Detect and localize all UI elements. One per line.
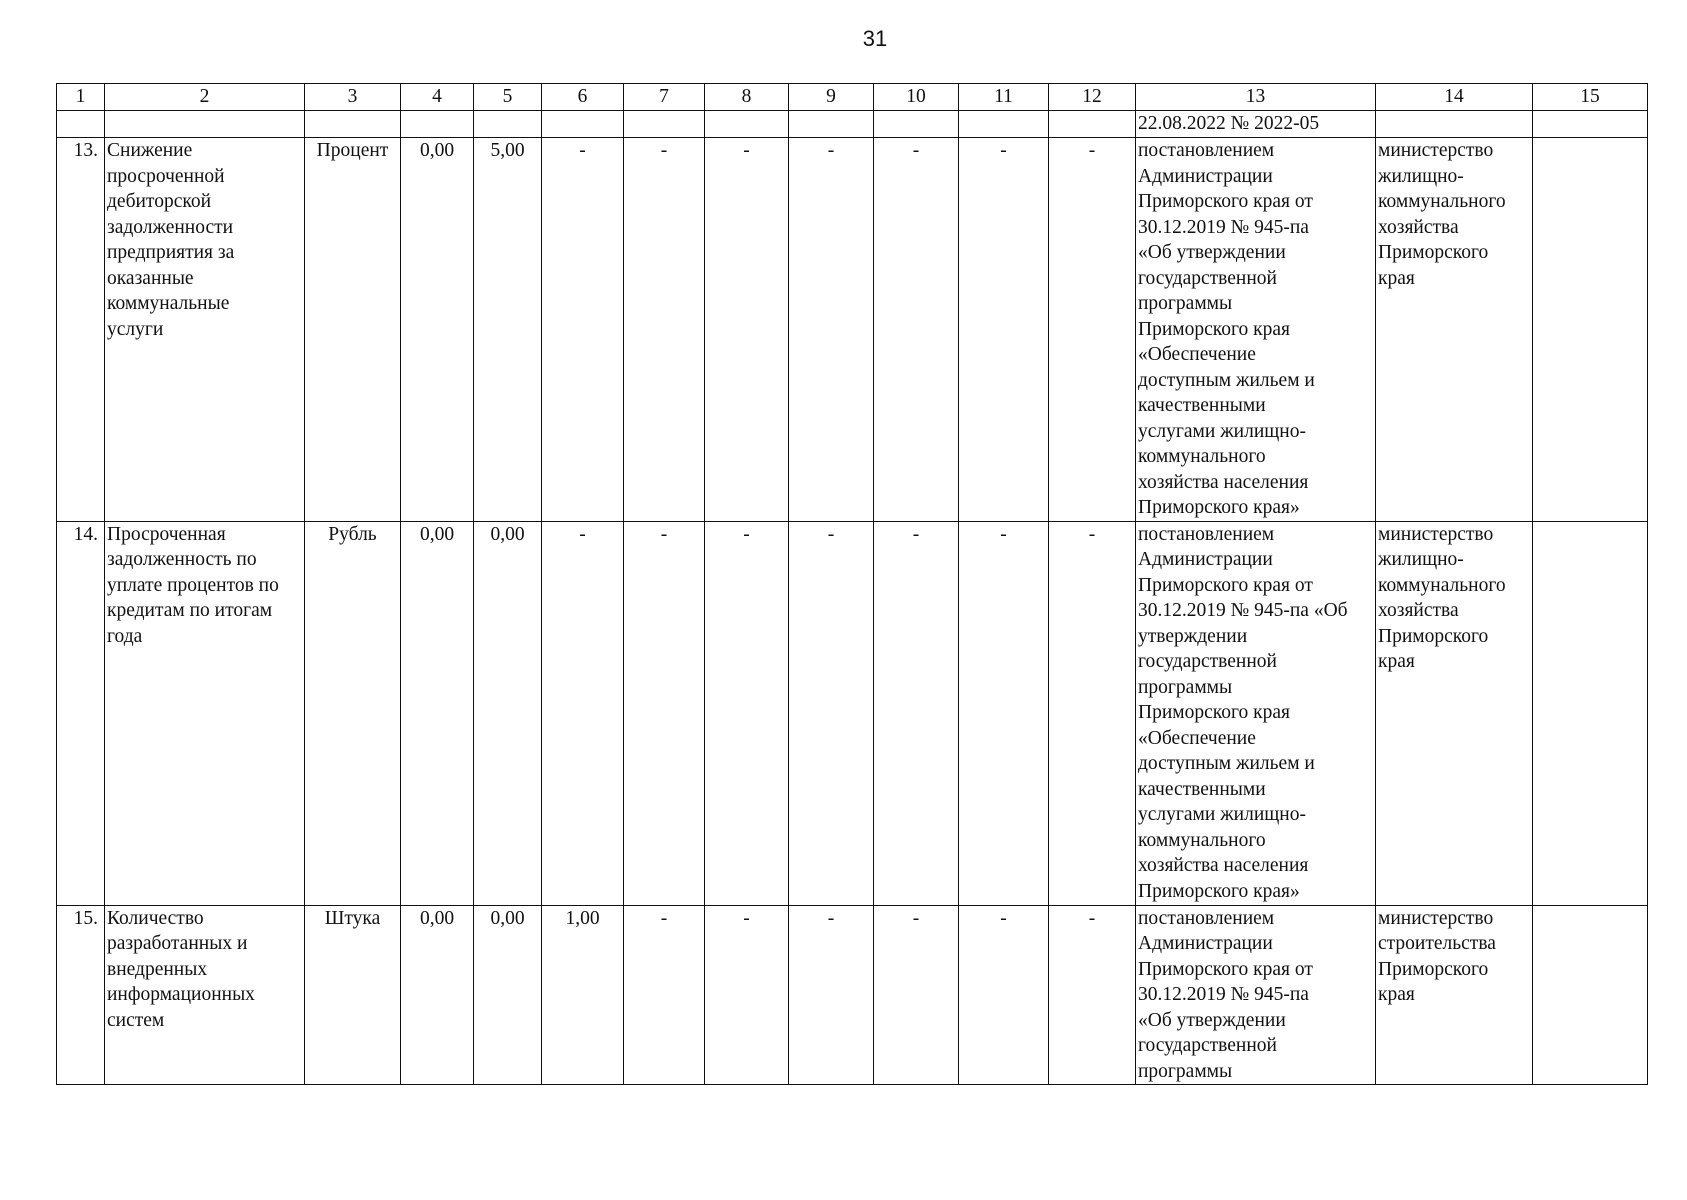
cell-15 <box>1533 905 1648 1085</box>
indicator-name: Просроченная задолженность по уплате процентов по кредитам по итогам года <box>105 521 305 905</box>
responsible-body: министерство жилищно- коммунального хозяйства Приморского края <box>1376 138 1533 522</box>
cell-8: - <box>705 138 789 522</box>
cell-7: - <box>624 138 705 522</box>
cell-6: 1,00 <box>542 905 624 1085</box>
row-number: 14. <box>57 521 105 905</box>
table-row <box>57 138 1648 522</box>
col-header-8: 8 <box>705 84 789 111</box>
cell-4: 0,00 <box>401 138 474 522</box>
continuation-row <box>57 111 1648 138</box>
cell-9: - <box>789 521 874 905</box>
col-header-11: 11 <box>959 84 1049 111</box>
col-header-15: 15 <box>1533 84 1648 111</box>
continuation-document-ref: 22.08.2022 № 2022-05 <box>1136 111 1376 138</box>
cell-8: - <box>705 905 789 1085</box>
row-number: 13. <box>57 138 105 522</box>
page-number: 31 <box>862 26 888 51</box>
cell-12: - <box>1049 905 1136 1085</box>
cell-11: - <box>959 905 1049 1085</box>
col-header-5: 5 <box>474 84 542 111</box>
col-header-4: 4 <box>401 84 474 111</box>
indicator-name: Снижение просроченной дебиторской задолженности предприятия за оказанные коммунальные услуги <box>105 138 305 522</box>
responsible-body: министерство строительства Приморского края <box>1376 905 1533 1085</box>
table-row <box>57 521 1648 905</box>
cell-9: - <box>789 138 874 522</box>
cell-6: - <box>542 521 624 905</box>
col-header-12: 12 <box>1049 84 1136 111</box>
column-number-row <box>57 84 1648 111</box>
cell-12: - <box>1049 138 1136 522</box>
cell-11: - <box>959 138 1049 522</box>
responsible-body: министерство жилищно- коммунального хозяйства Приморского края <box>1376 521 1533 905</box>
row-number: 15. <box>57 905 105 1085</box>
cell-7: - <box>624 905 705 1085</box>
cell-6: - <box>542 138 624 522</box>
col-header-13: 13 <box>1136 84 1376 111</box>
cell-15 <box>1533 138 1648 522</box>
col-header-9: 9 <box>789 84 874 111</box>
legal-basis: постановлением Администрации Приморского края от 30.12.2019 № 945-па «Об утверждении государственной программы Приморского края «Обеспечение доступным жильем и качественными услугами жилищно- коммунального хозяйства населения Приморского края» <box>1136 521 1376 905</box>
cell-4: 0,00 <box>401 905 474 1085</box>
unit: Процент <box>305 138 401 522</box>
cell-12: - <box>1049 521 1136 905</box>
col-header-1: 1 <box>57 84 105 111</box>
cell-5: 0,00 <box>474 521 542 905</box>
legal-basis: постановлением Администрации Приморского края от 30.12.2019 № 945-па «Об утверждении государственной программы <box>1136 905 1376 1085</box>
unit: Штука <box>305 905 401 1085</box>
indicators-table <box>56 83 1648 1085</box>
cell-4: 0,00 <box>401 521 474 905</box>
cell-15 <box>1533 521 1648 905</box>
col-header-7: 7 <box>624 84 705 111</box>
col-header-10: 10 <box>874 84 959 111</box>
col-header-2: 2 <box>105 84 305 111</box>
col-header-14: 14 <box>1376 84 1533 111</box>
cell-10: - <box>874 905 959 1085</box>
cell-8: - <box>705 521 789 905</box>
cell-11: - <box>959 521 1049 905</box>
cell-5: 5,00 <box>474 138 542 522</box>
cell-9: - <box>789 905 874 1085</box>
legal-basis: постановлением Администрации Приморского края от 30.12.2019 № 945-па «Об утверждении государственной программы Приморского края «Обеспечение доступным жильем и качественными услугами жилищно- коммунального хозяйства населения Приморского края» <box>1136 138 1376 522</box>
cell-7: - <box>624 521 705 905</box>
cell-5: 0,00 <box>474 905 542 1085</box>
col-header-6: 6 <box>542 84 624 111</box>
table-row <box>57 905 1648 1085</box>
cell-10: - <box>874 138 959 522</box>
unit: Рубль <box>305 521 401 905</box>
cell-10: - <box>874 521 959 905</box>
indicator-name: Количество разработанных и внедренных информационных систем <box>105 905 305 1085</box>
col-header-3: 3 <box>305 84 401 111</box>
